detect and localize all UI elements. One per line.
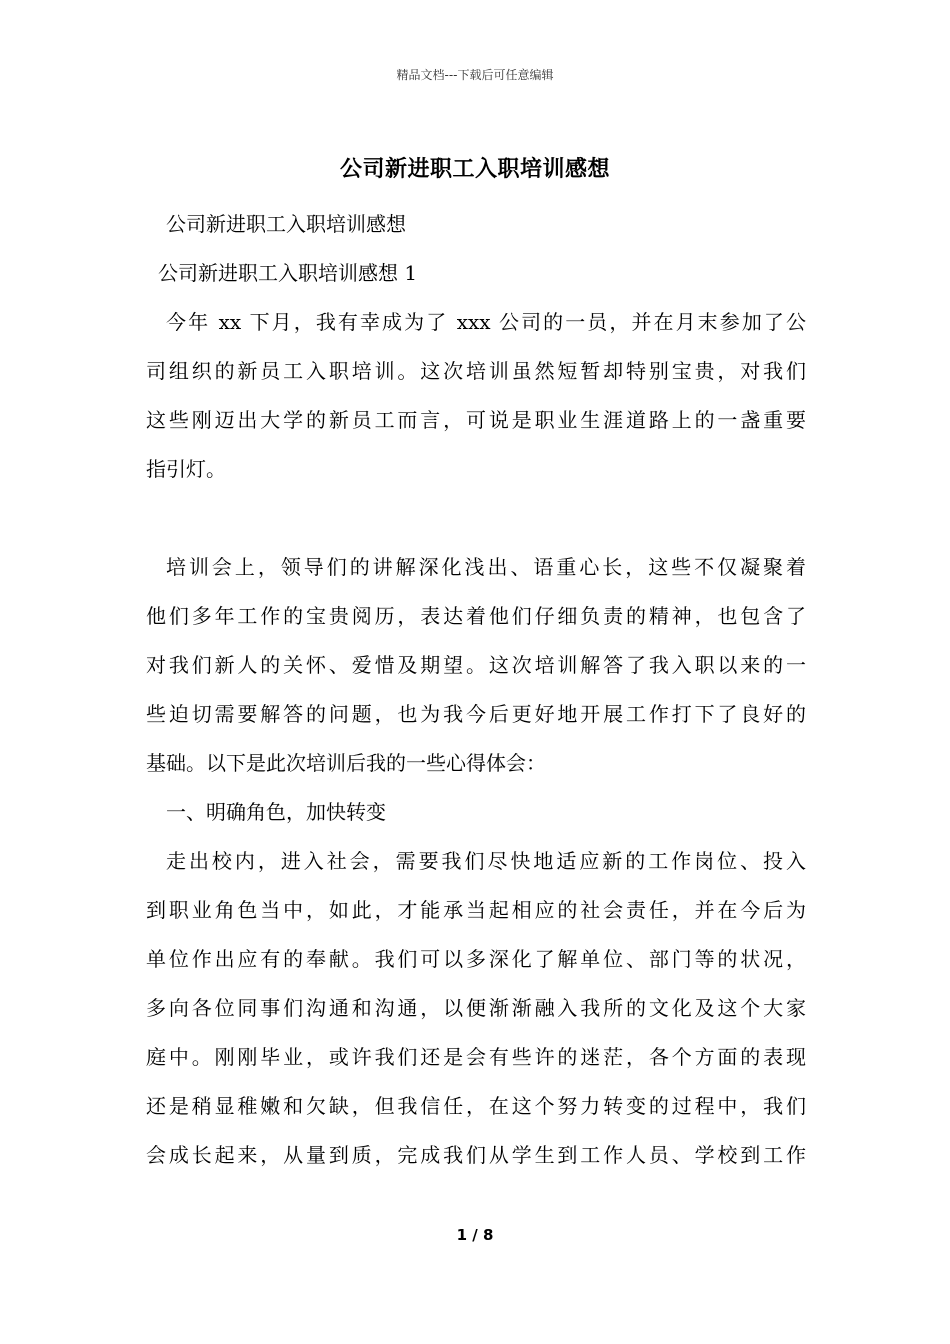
page-header: 精品文档---下载后可任意编辑 — [396, 68, 554, 82]
paragraph-3 — [146, 837, 806, 1180]
paragraph-line: 会成长起来，从量到质，完成我们从学生到工作人员、学校到工作 — [146, 1143, 806, 1167]
paragraph-line: 基础。以下是此次培训后我的一些心得体会： — [146, 751, 546, 775]
paragraph-line: 庭中。刚刚毕业，或许我们还是会有些许的迷茫，各个方面的表现 — [146, 1045, 806, 1069]
paragraph-2 — [146, 543, 806, 788]
subtitle: 公司新进职工入职培训感想 — [166, 212, 406, 236]
document-title: 公司新进职工入职培训感想 — [339, 156, 610, 182]
paragraph-line: 单位作出应有的奉献。我们可以多深化了解单位、部门等的状况， — [146, 947, 806, 971]
page-number: 1 / 8 — [456, 1226, 494, 1244]
paragraph-line: 些迫切需要解答的问题，也为我今后更好地开展工作打下了良好的 — [146, 702, 806, 726]
paragraph-line: 培训会上，领导们的讲解深化浅出、语重心长，这些不仅凝聚着 — [166, 555, 806, 579]
section-heading: 一、明确角色，加快转变 — [166, 800, 386, 824]
section-title: 公司新进职工入职培训感想 1 — [158, 261, 418, 285]
document-body — [146, 200, 806, 1180]
paragraph-line: 还是稍显稚嫩和欠缺，但我信任，在这个努力转变的过程中，我们 — [146, 1094, 806, 1118]
paragraph-line: 走出校内，进入社会，需要我们尽快地适应新的工作岗位、投入 — [166, 849, 806, 873]
blank-line — [146, 494, 806, 543]
paragraph-line: 多向各位同事们沟通和沟通，以便渐渐融入我所的文化及这个大家 — [146, 996, 806, 1020]
paragraph-line: 指引灯。 — [146, 457, 226, 481]
paragraph-line: 对我们新人的关怀、爱惜及期望。这次培训解答了我入职以来的一 — [146, 653, 806, 677]
paragraph-line: 这些刚迈出大学的新员工而言，可说是职业生涯道路上的一盏重要 — [146, 408, 806, 432]
paragraph-line: 他们多年工作的宝贵阅历，表达着他们仔细负责的精神，也包含了 — [146, 604, 806, 628]
paragraph-line: 今年 xx 下月，我有幸成为了 xxx 公司的一员，并在月末参加了公 — [166, 310, 806, 334]
paragraph-1 — [146, 298, 806, 494]
paragraph-line: 司组织的新员工入职培训。这次培训虽然短暂却特别宝贵，对我们 — [146, 359, 806, 383]
paragraph-line: 到职业角色当中，如此，才能承当起相应的社会责任，并在今后为 — [146, 898, 806, 922]
